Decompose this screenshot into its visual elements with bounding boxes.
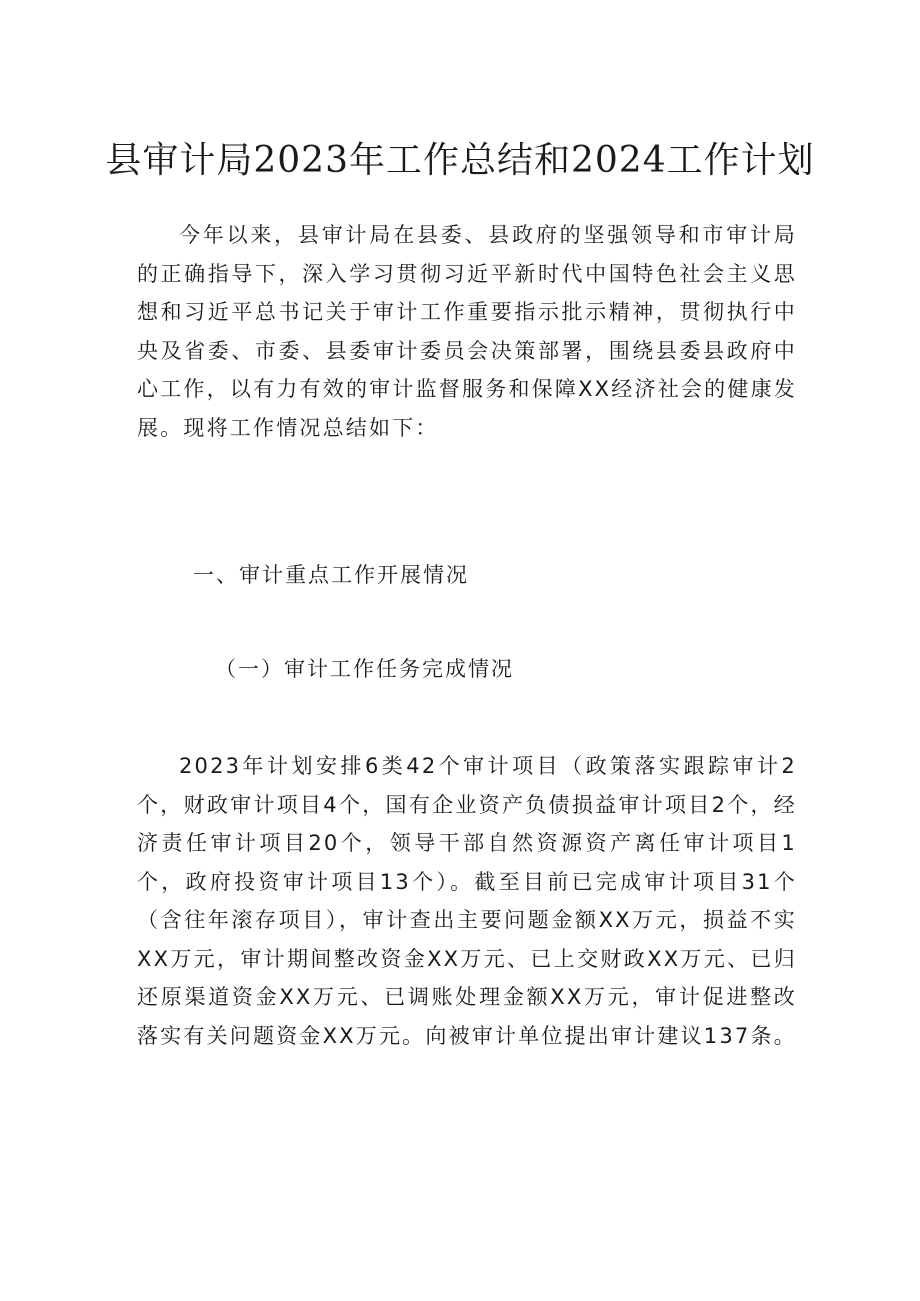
intro-paragraph: 今年以来，县审计局在县委、县政府的坚强领导和市审计局的正确指导下，深入学习贯彻习近平新时代中国特色社会主义思想和习近平总书记关于审计工作重要指示批示精神，贯彻执行中央及省委、市委、县委审计委员会决策部署，围绕县委县政府中心工作，以有力有效的审计监督服务和保障XX经济社会的健康发展。现将工作情况总结如下： — [137, 223, 797, 440]
stats-paragraph: 2023年计划安排6类42个审计项目（政策落实跟踪审计2个，财政审计项目4个，国有企业资产负债损益审计项目2个，经济责任审计项目20个，领导干部自然资源资产离任审计项目1个，政府投资审计项目13个）。截至目前已完成审计项目31个（含往年滚存项目），审计查出主要问题金额XX万元，损益不实XX万元，审计期间整改资金XX万元、已上交财政XX万元、已归还原渠道资金XX万元、已调账处理金额XX万元，审计促进整改落实有关问题资金XX万元。向被审计单位提出审计建议137条。 — [137, 754, 797, 1048]
document-title: 县审计局2023年工作总结和2024工作计划 — [105, 140, 815, 181]
section-heading: 一、审计重点工作开展情况 — [193, 563, 469, 587]
subsection-heading: （一）审计工作任务完成情况 — [215, 657, 514, 681]
